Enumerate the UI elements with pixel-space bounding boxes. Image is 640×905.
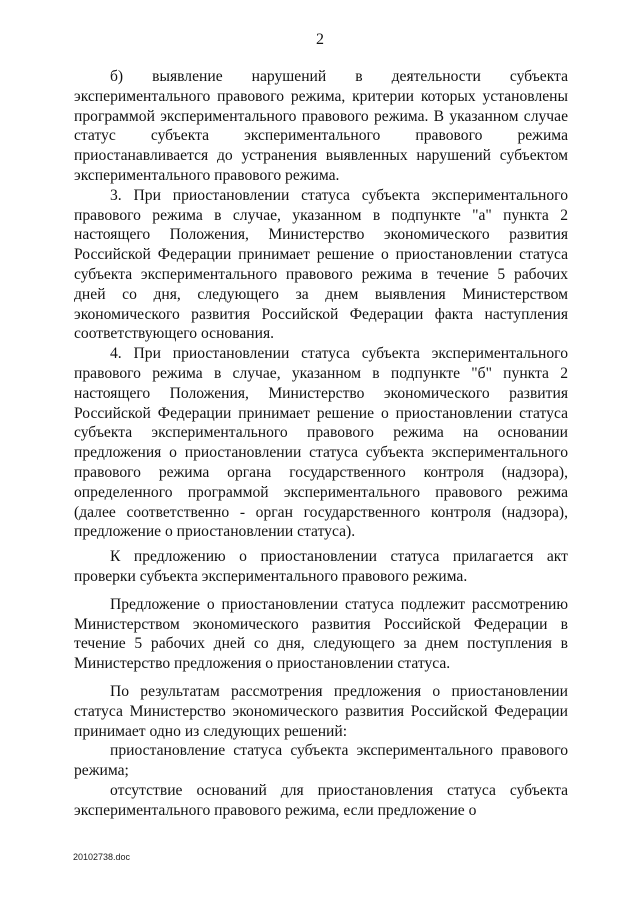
paragraph-b-violations: б) выявление нарушений в деятельности субъекта экспериментального правового режима, критерии которых установлены программой экспериментального правового режима. В указанном случае статус субъекта экспериментального правового режима приостанавливается до устранения выявленных нарушений субъектом экспериментального правового режима. bbox=[74, 68, 568, 184]
page-number: 2 bbox=[316, 31, 324, 48]
paragraph-attachment: К предложению о приостановлении статуса прилагается акт проверки субъекта экспериментального правового режима. bbox=[74, 548, 568, 585]
paragraph-review: Предложение о приостановлении статуса подлежит рассмотрению Министерством экономического развития Российской Федерации в течение 5 рабочих дней со дня, следующего за днем поступления в Министерство предложения о приостановлении статуса. bbox=[74, 595, 568, 673]
paragraph-decision-no-grounds: отсутствие оснований для приостановления статуса субъекта экспериментального правового режима, если предложение о bbox=[74, 781, 568, 819]
paragraph-3: 3. При приостановлении статуса субъекта экспериментального правового режима в случае, указанном в подпункте "а" пункта 2 настоящего Положения, Министерство экономического развития Российской Федерации принимает решение о приостановлении статуса субъекта экспериментального правового режима в течение 5 рабочих дней со дня, следующего за днем выявления Министерством экономического развития Российской Федерации факта наступления соответствующего основания. bbox=[74, 186, 568, 343]
document-body bbox=[74, 67, 568, 820]
paragraph-4: 4. При приостановлении статуса субъекта экспериментального правового режима в случае, указанном в подпункте "б" пункта 2 настоящего Положения, Министерство экономического развития Российской Федерации принимает решение о приостановлении статуса субъекта экспериментального правового режима на основании предложения о приостановлении статуса субъекта экспериментального правового режима органа государственного контроля (надзора), определенного программой экспериментального правового режима (далее соответственно - орган государственного контроля (надзора), предложение о приостановлении статуса). bbox=[74, 345, 568, 541]
paragraph-results: По результатам рассмотрения предложения о приостановлении статуса Министерство экономического развития Российской Федерации принимает одно из следующих решений: bbox=[74, 682, 568, 740]
file-name-footer: 20102738.doc bbox=[73, 852, 131, 862]
paragraph-decision-suspend: приостановление статуса субъекта экспериментального правового режима; bbox=[74, 742, 568, 780]
